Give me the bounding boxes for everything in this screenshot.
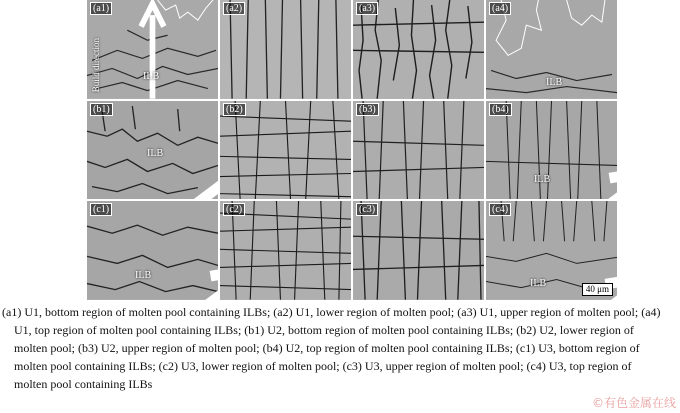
panel-b2 xyxy=(220,101,351,200)
panel-label: (c3) xyxy=(356,203,378,216)
ilb-arrow-icon xyxy=(544,157,617,200)
watermark: ©有色金属在线 xyxy=(591,396,676,410)
panel-b4 xyxy=(486,101,617,200)
caption-line: (a1) U1, bottom region of molten pool containing ILBs; (a2) U1, lower region of molten pool; (a3) U1, upper region of molten pool; (a4) xyxy=(2,305,661,319)
ilb-label: ILB xyxy=(147,147,164,159)
ilb-arrow-icon xyxy=(159,135,218,200)
ilb-label: ILB xyxy=(143,71,160,82)
caption-line: U1, top region of molten pool containing ILBs; (b1) U2, bottom region of molten pool containing ILBs; (b2) U2, lower region of xyxy=(14,323,634,337)
panel-c3 xyxy=(353,201,484,300)
caption-line: molten pool containing ILBs; (c2) U3, lower region of molten pool; (c3) U3, upper region of molten pool; (c4) U3, top region of xyxy=(14,359,632,373)
ilb-label: ILB xyxy=(546,77,563,88)
panel-a3 xyxy=(353,0,484,99)
scale-bar: 40 μm xyxy=(582,283,613,296)
caption-line: molten pool containing ILBs xyxy=(14,377,153,391)
panel-b3 xyxy=(353,101,484,200)
panel-label: (b2) xyxy=(223,103,246,116)
panel-a1 xyxy=(87,0,218,99)
panel-label: (a3) xyxy=(356,2,378,15)
panel-label: (b1) xyxy=(90,103,113,116)
panel-b1 xyxy=(87,101,218,200)
build-direction-label: Build direction xyxy=(91,38,101,93)
micrograph-figure xyxy=(87,0,617,300)
panel-a2 xyxy=(220,0,351,99)
panel-a4 xyxy=(486,0,617,99)
panel-label: (b3) xyxy=(356,103,379,116)
panel-label: (c1) xyxy=(90,203,112,216)
panel-label: (b4) xyxy=(489,103,512,116)
panel-label: (c2) xyxy=(223,203,245,216)
ilb-arrow-icon xyxy=(560,64,617,99)
panel-c1 xyxy=(87,201,218,300)
figure-caption xyxy=(2,303,678,393)
panel-label: (a1) xyxy=(90,2,112,15)
panel-c2 xyxy=(220,201,351,300)
ilb-label: ILB xyxy=(135,270,152,282)
ilb-arrow-icon xyxy=(155,58,218,99)
panel-label: (c4) xyxy=(489,203,511,216)
panel-label: (a2) xyxy=(223,2,245,15)
panel-label: (a4) xyxy=(489,2,511,15)
ilb-label: ILB xyxy=(534,173,551,185)
ilb-arrow-icon xyxy=(145,255,218,300)
panel-c4 xyxy=(486,201,617,300)
caption-line: molten pool; (b3) U2, upper region of molten pool; (b4) U2, top region of molten pool containing ILBs; (c1) U3, bottom region of xyxy=(14,341,640,355)
ilb-label: ILB xyxy=(530,278,547,290)
